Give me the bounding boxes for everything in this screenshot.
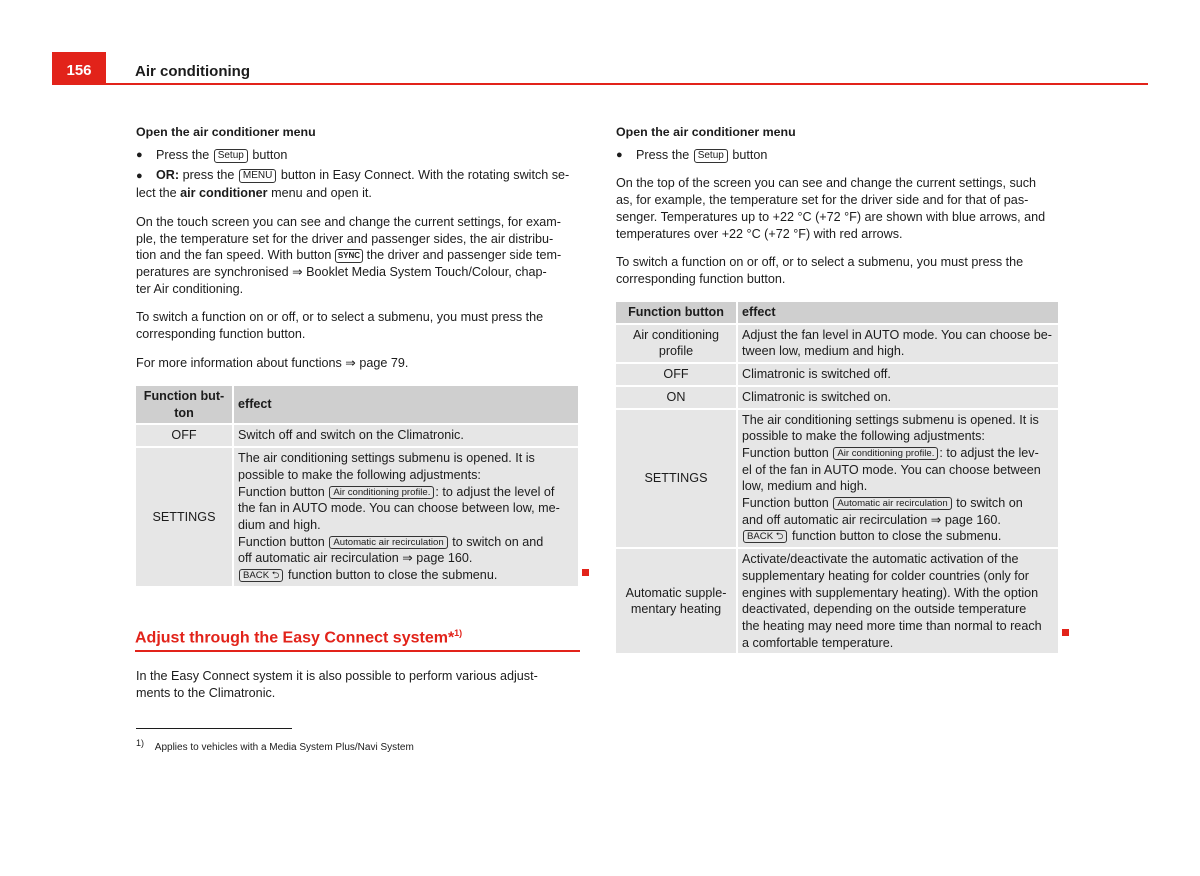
automatic-air-recirculation-key: Automatic air recirculation: [329, 536, 447, 549]
bullet-dot: ●: [136, 170, 143, 183]
bullet-text: menu and open it.: [271, 186, 372, 201]
setup-key: Setup: [214, 149, 248, 163]
chapter-title: Air conditioning: [135, 63, 250, 80]
left-para-4: In the Easy Connect system it is also possible to perform various adjust- ments to the Climatronic.: [136, 669, 538, 700]
page-number: 156: [66, 62, 92, 79]
table-row: [615, 548, 1059, 654]
bullet-text: button in Easy Connect. With the rotating switch se-: [280, 168, 570, 183]
table-header-row: [135, 385, 579, 424]
right-bullet-1: ● Press the Setup button: [616, 147, 768, 162]
table-row: [135, 447, 579, 587]
right-heading: Open the air conditioner menu: [616, 125, 796, 139]
table-cell-function: OFF: [615, 363, 737, 386]
automatic-air-recirculation-key: Automatic air recirculation: [833, 497, 951, 510]
bullet-text: press the: [182, 168, 235, 183]
right-column: [616, 124, 1061, 288]
footnote: [136, 738, 414, 753]
table-row: [135, 424, 579, 447]
menu-key: MENU: [239, 169, 276, 183]
table-cell-function: ON: [615, 386, 737, 409]
left-para-1: On the touch screen you can see and change the current settings, for exam- ple, the temperature set for the driver and passenger sides, the air distribu- tion and the fan speed. With button SYNC the driver and passenger side tem- peratures are synchronised ⇒ Booklet Media System Touch/Colour, chap- ter Air conditioning.: [136, 214, 562, 296]
bullet-dot: ●: [616, 148, 623, 161]
table-row: [615, 386, 1059, 409]
table-cell-effect: Activate/deactivate the automatic activation of the supplementary heating for colder countries (only for engines with supplementary heating). With the option deactivated, depending on the outside temperature the heating may need more time than normal to reach a comfortable temperature.: [737, 548, 1059, 654]
air-conditioning-profile-key: Air conditioning profile.: [833, 447, 938, 460]
footnote-rule: [136, 728, 292, 729]
bullet-text: button: [252, 147, 288, 162]
table-row: [615, 363, 1059, 386]
back-key: BACK ⮌: [239, 569, 283, 582]
right-para-2: To switch a function on or off, or to select a submenu, you must press the corresponding function button.: [616, 255, 1024, 286]
table-cell-function: SETTINGS: [135, 447, 233, 587]
left-bullet-1: [136, 147, 581, 164]
table-cell-function: Air conditioning profile: [615, 324, 737, 363]
table-cell-function: Automatic supple- mentary heating: [615, 548, 737, 654]
table-cell-effect: The air conditioning settings submenu is opened. It is possible to make the following adjustments: Function button Air conditioning profile. : to adjust the lev- el of the fan in AUTO mode. You can choose between low, medium and high. Function button Automatic air recirculation to switch on and off automatic air recirculation ⇒ page 160. BACK ⮌ function button to close the submenu.: [737, 409, 1059, 549]
header-rule: [52, 83, 1148, 85]
bullet-text: Press the: [156, 147, 210, 162]
footnote-text: Applies to vehicles with a Media System Plus/Navi System: [154, 742, 414, 754]
left-bullet-2: [136, 167, 581, 201]
table-cell-effect: The air conditioning settings submenu is opened. It is possible to make the following adjustments: Function button Air conditioning profile. : to adjust the level of the fan in AUTO mode. You can choose between low, me- dium and high. Function button Automatic air recirculation to switch on and off automatic air recirculation ⇒ page 160. BACK ⮌ function button to close the submenu.: [233, 447, 579, 587]
table-cell-function: OFF: [135, 424, 233, 447]
setup-key: Setup: [694, 149, 728, 163]
sync-key: SYNC: [335, 249, 363, 263]
table-header-effect: effect: [737, 301, 1059, 324]
table-cell-effect: Switch off and switch on the Climatronic.: [233, 424, 579, 447]
bullet-text: lect the: [136, 186, 177, 201]
table-cell-effect: Adjust the fan level in AUTO mode. You can choose be- tween low, medium and high.: [737, 324, 1059, 363]
right-para-1: On the top of the screen you can see and change the current settings, such as, for example, the temperature set for the driver side and for that of pas- senger. Temperatures up to +22 °C (+72 °F) are shown with blue arrows, and temperatures over +22 °C (+72 °F) with red arrows.: [616, 176, 1046, 241]
table-row: [615, 324, 1059, 363]
table-header-effect: effect: [233, 385, 579, 424]
section-title: Adjust through the Easy Connect system*$^{1)}$: [135, 628, 463, 647]
table-header-function: Function button: [615, 301, 737, 324]
table-cell-effect: Climatronic is switched off.: [737, 363, 1059, 386]
end-of-section-marker: [1062, 629, 1069, 636]
left-para-3: For more information about functions ⇒ page 79.: [136, 355, 409, 370]
air-conditioning-profile-key: Air conditioning profile.: [329, 486, 434, 499]
right-function-table: [614, 300, 1060, 655]
left-function-table: [134, 384, 580, 588]
left-column: [136, 124, 581, 371]
footnote-mark: 1): [136, 738, 145, 748]
table-cell-function: SETTINGS: [615, 409, 737, 549]
bullet-bold: air conditioner: [180, 186, 268, 201]
table-cell-effect: Climatronic is switched on.: [737, 386, 1059, 409]
table-header-row: [615, 301, 1059, 324]
section-rule: [135, 650, 580, 652]
table-header-function: Function but- ton: [135, 385, 233, 424]
or-label: OR:: [156, 168, 180, 183]
left-para-2: To switch a function on or off, or to select a submenu, you must press the corresponding function button.: [136, 310, 544, 342]
back-key: BACK ⮌: [743, 530, 787, 543]
left-heading: Open the air conditioner menu: [136, 125, 316, 139]
table-row: [615, 409, 1059, 549]
bullet-dot: ●: [136, 148, 143, 161]
end-of-section-marker: [582, 569, 589, 576]
